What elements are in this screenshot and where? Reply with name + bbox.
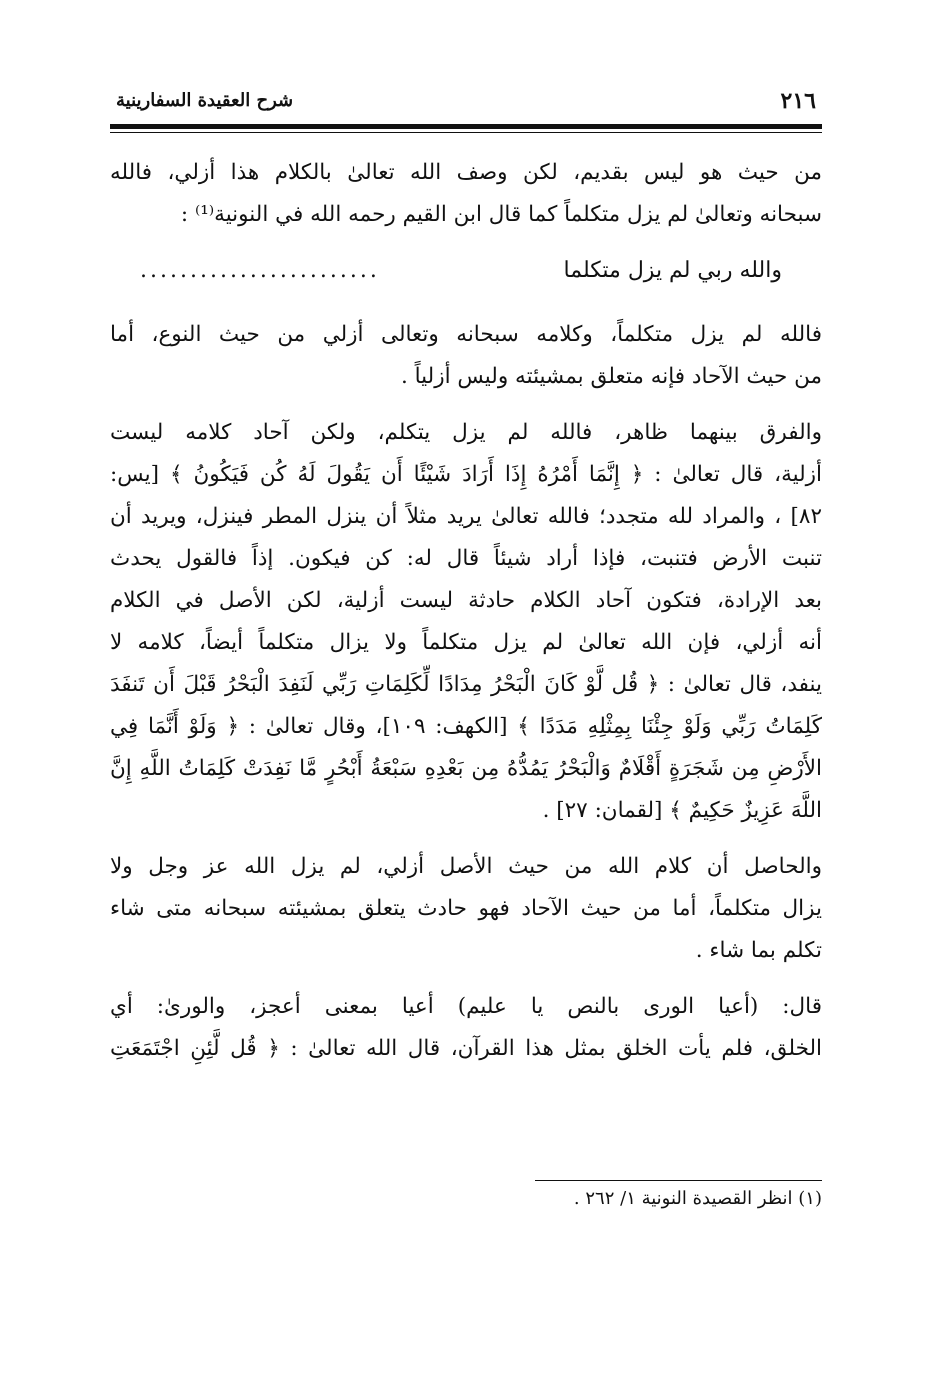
text-line: والفرق بينهما ظاهر، فالله لم يزل يتكلم، ولكن آحاد كلامه ليست [110,420,822,445]
text-line: يزال متكلماً، أما من حيث الآحاد فهو حادث يتعلق بمشيئته سبحانه متى شاء [110,896,822,921]
verse-first-half: والله ربي لم يزل متكلما [563,258,782,283]
text-line: اللَّهَ عَزِيزٌ حَكِيمٌ ﴾ [لقمان: ٢٧] . [542,798,822,823]
text-line: تكلم بما شاء . [695,938,822,963]
paragraph-5 [110,986,822,1070]
text-line: سبحانه وتعالىٰ لم يزل متكلماً كما قال ابن القيم رحمه الله في النونية⁽¹⁾ : [180,202,822,227]
text-line: ينفد، قال تعالىٰ : ﴿ قُل لَّوْ كَانَ الْبَحْرُ مِدَادًا لِّكَلِمَاتِ رَبِّي لَنَفِدَ الْبَحْرُ قَبْلَ أَن تَنفَدَ [110,672,822,697]
text-line: تنبت الأرض فتنبت، فإذا أراد شيئاً قال له: كن فيكون. إذاً فالقول يحدث [110,546,822,571]
text-line: أنه أزلي، فإن الله تعالىٰ لم يزل متكلماً ولا يزال متكلماً أيضاً، كلامه لا [110,630,822,655]
text-line: من حيث هو ليس بقديم، لكن وصف الله تعالىٰ بالكلام هذا أزلي، فالله [110,160,822,185]
page-body [110,152,822,1084]
text-line: بعد الإرادة، فتكون آحاد الكلام حادثة ليست أزلية، لكن الأصل في الكلام [110,588,822,613]
text-line: كَلِمَاتُ رَبِّي وَلَوْ جِئْنَا بِمِثْلِهِ مَدَدًا ﴾ [الكهف: ١٠٩]، وقال تعالىٰ : ﴿ وَلَوْ أَنَّمَا فِي [110,714,822,739]
text-line: والحاصل أن كلام الله من حيث الأصل أزلي، لم يزل الله عز وجل ولا [110,854,822,879]
paragraph-4 [110,846,822,972]
text-line: الأَرْضِ مِن شَجَرَةٍ أَقْلَامٌ وَالْبَحْرُ يَمُدُّهُ مِن بَعْدِهِ سَبْعَةُ أَبْحُرٍ مَّا نَفِدَتْ كَلِمَاتُ اللَّهِ إِنَّ [110,756,822,781]
page-number: ٢١٦ [780,88,816,114]
poetry-verse [110,250,822,296]
footnote-rule [535,1180,822,1181]
paragraph-3 [110,412,822,832]
text-line: فالله لم يزل متكلماً، وكلامه سبحانه وتعالى أزلي من حيث النوع، أما [110,322,822,347]
book-title: شرح العقيدة السفارينية [116,90,294,111]
header-rule-thin [110,132,822,133]
verse-second-half: ........................ [140,258,380,283]
header-rule-thick [110,124,822,129]
text-line: الخلق، فلم يأت الخلق بمثل هذا القرآن، قال الله تعالىٰ : ﴿ قُل لَّئِنِ اجْتَمَعَتِ [110,1036,822,1061]
text-line: ٨٢] ، والمراد لله متجدد؛ فالله تعالىٰ يريد مثلاً أن ينزل المطر فينزل، ويريد أن [110,504,822,529]
footnote: (١) انظر القصيدة النونية ١/ ٢٦٢ . [573,1188,822,1209]
paragraph-2 [110,314,822,398]
paragraph-1 [110,152,822,236]
text-line: أزلية، قال تعالىٰ : ﴿ إِنَّمَا أَمْرُهُ إِذَا أَرَادَ شَيْئًا أَن يَقُولَ لَهُ كُن فَيَكُونُ ﴾ [يس: [110,462,822,487]
page-header [110,84,822,120]
text-line: قال: (أعيا الورى بالنص يا عليم) أعيا بمعنى أعجز، والورىٰ: أي [110,994,822,1019]
text-line: من حيث الآحاد فإنه متعلق بمشيئته وليس أزلياً . [400,364,822,389]
